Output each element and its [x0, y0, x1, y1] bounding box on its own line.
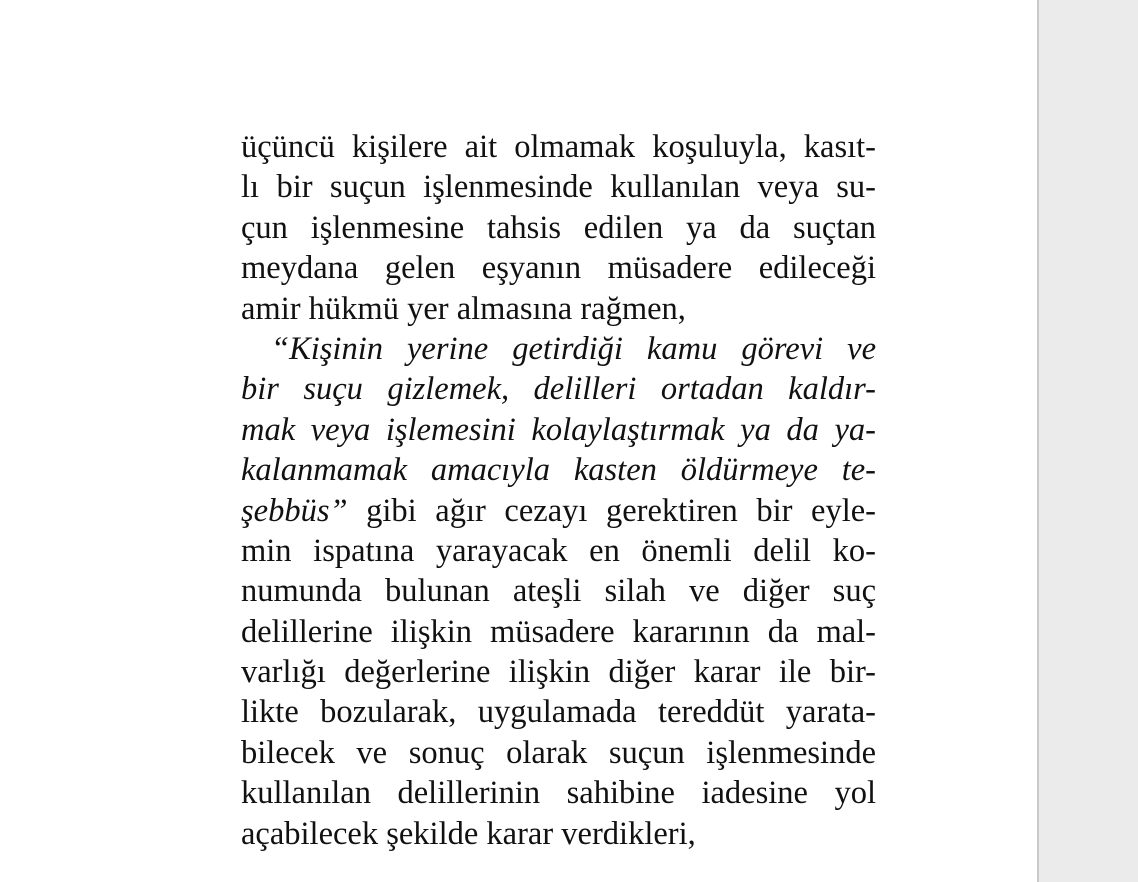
text-line: likte bozularak, uygulamada tereddüt yarata- [241, 694, 876, 731]
text-line: varlığı değerlerine ilişkin diğer karar ile bir- [241, 654, 876, 691]
text-line: açabilecek şekilde karar verdikleri, [241, 815, 696, 852]
text-line: lı bir suçun işlenmesinde kullanılan veya su- [241, 169, 876, 206]
quote-text: mak veya işlemesini kolaylaştırmak ya da ya- [241, 411, 876, 448]
text-line: üçüncü kişilere ait olmamak koşuluyla, kasıt- [241, 129, 876, 165]
quote-line [241, 329, 876, 369]
text-line: delillerine ilişkin müsadere kararının da mal- [241, 613, 876, 650]
text-line: çun işlenmesine tahsis edilen ya da suçtan [241, 209, 876, 246]
body-text [241, 127, 876, 854]
quote-line [241, 450, 876, 490]
text-line: numunda bulunan ateşli silah ve diğer suç [241, 573, 876, 610]
text-line: kullanılan delillerinin sahibine iadesine yol [241, 775, 876, 812]
text-segment: gibi ağır cezayı gerektiren bir eyle- [347, 492, 876, 529]
text-line: min ispatına yarayacak en önemli delil ko- [241, 532, 876, 569]
quote-line [241, 410, 876, 450]
quote-line [241, 369, 876, 409]
text-line: meydana gelen eşyanın müsadere edileceği [241, 250, 876, 287]
quote-text: “Kişinin yerine getirdiği kamu görevi ve [271, 330, 876, 367]
text-line [241, 491, 876, 531]
quote-text: bir suçu gizlemek, delilleri ortadan kaldır- [241, 371, 876, 408]
text-line: amir hükmü yer almasına rağmen, [241, 290, 686, 327]
quote-text: kalanmamak amacıyla kasten öldürmeye te- [241, 452, 876, 489]
quote-text: şebbüs” [241, 492, 348, 529]
viewer-side-panel [1037, 0, 1138, 882]
text-line: bilecek ve sonuç olarak suçun işlenmesinde [241, 734, 876, 771]
